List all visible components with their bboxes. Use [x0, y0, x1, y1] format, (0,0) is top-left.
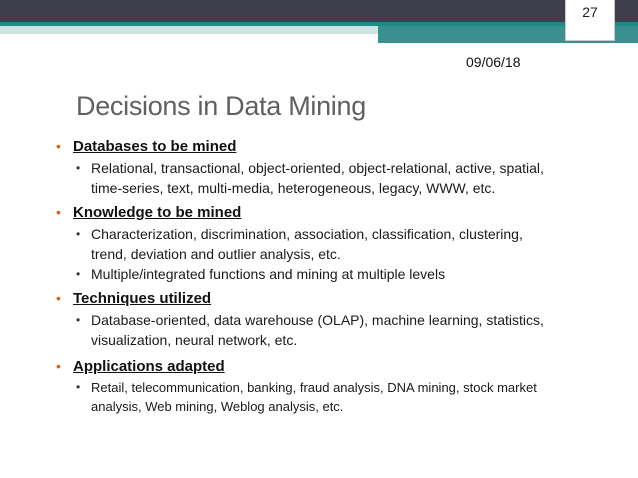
header-light-band: [0, 26, 378, 34]
bullet-icon: •: [56, 358, 61, 374]
bullet-icon: •: [76, 161, 81, 175]
list-item: [76, 158, 561, 198]
list-item-text: Relational, transactional, object-oriented, object-relational, active, spatial, time-series, text, multi-media, heterogeneous, legacy, WWW, etc.: [91, 160, 544, 196]
list-item: [76, 378, 561, 416]
list-item: [76, 310, 561, 350]
slide-number: 27: [582, 4, 598, 20]
bullet-icon: •: [76, 267, 81, 281]
section-databases: [0, 136, 638, 198]
section-techniques: [0, 288, 638, 350]
bullet-icon: •: [76, 227, 81, 241]
list-item-text: Characterization, discrimination, association, classification, clustering, trend, deviation and outlier analysis, etc.: [91, 226, 523, 262]
slide-number-box: [565, 0, 615, 41]
header-bar: [0, 0, 638, 22]
bullet-icon: •: [56, 138, 61, 154]
list-item: [76, 224, 561, 264]
slide-title: Decisions in Data Mining: [76, 91, 366, 121]
section-heading: Applications adapted: [73, 358, 225, 375]
section-heading: Techniques utilized: [73, 290, 212, 307]
bullet-icon: •: [76, 380, 81, 394]
section-applications: [0, 356, 638, 416]
section-knowledge: [0, 202, 638, 284]
list-item-text: Multiple/integrated functions and mining at multiple levels: [91, 266, 446, 282]
bullet-icon: •: [76, 313, 81, 327]
list-item-text: Retail, telecommunication, banking, fraud analysis, DNA mining, stock market analysis, Web mining, Weblog analysis, etc.: [91, 380, 537, 414]
section-heading: Databases to be mined: [73, 138, 237, 155]
bullet-icon: •: [56, 290, 61, 306]
section-heading: Knowledge to be mined: [73, 204, 242, 221]
slide-content: [0, 136, 638, 416]
slide-date: 09/06/18: [466, 54, 521, 70]
list-item-text: Database-oriented, data warehouse (OLAP), machine learning, statistics, visualization, neural network, etc.: [91, 312, 544, 348]
list-item: [76, 264, 561, 284]
bullet-icon: •: [56, 204, 61, 220]
